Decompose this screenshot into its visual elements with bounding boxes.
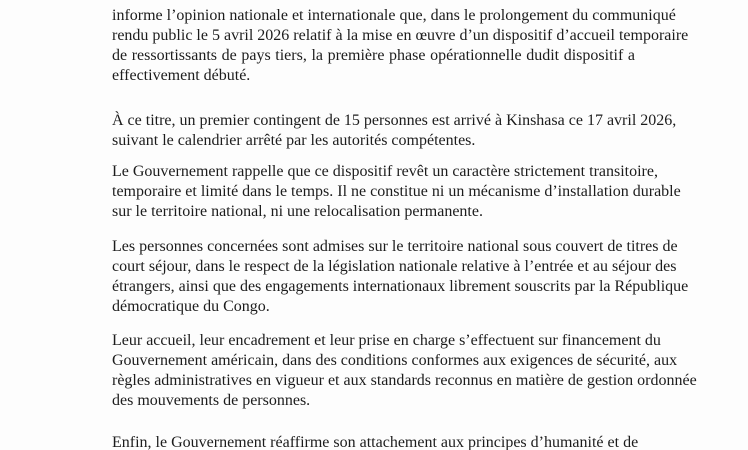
paragraph-line: de ressortissants de pays tiers, la première phase opérationnelle dudit dispositif a bbox=[112, 47, 635, 64]
paragraph-line: temporaire et limité dans le temps. Il ne constitue ni un mécanisme d’installation durable bbox=[112, 183, 681, 200]
paragraph-line: Les personnes concernées sont admises sur le territoire national sous couvert de titres de bbox=[112, 238, 678, 255]
paragraph-line: règles administratives en vigueur et aux standards reconnus en matière de gestion ordonnée bbox=[112, 372, 697, 389]
paragraph-line: étrangers, ainsi que des engagements internationaux librement souscrits par la République bbox=[112, 278, 689, 295]
paragraph-line: effectivement débuté. bbox=[112, 67, 251, 84]
paragraph-admission bbox=[112, 237, 689, 317]
paragraph-closing bbox=[112, 433, 639, 450]
paragraph-line: sur le territoire national, ni une relocalisation permanente. bbox=[112, 203, 483, 220]
paragraph-line: Leur accueil, leur encadrement et leur prise en charge s’effectuent sur financement du bbox=[112, 332, 661, 349]
paragraph-line: Gouvernement américain, dans des conditions conformes aux exigences de sécurité, aux bbox=[112, 352, 678, 369]
paragraph-line: démocratique du Congo. bbox=[112, 298, 270, 315]
paragraph-financing bbox=[112, 331, 697, 411]
paragraph-line: informe l’opinion nationale et internationale que, dans le prolongement du communiqué bbox=[112, 7, 676, 24]
paragraph-line: Enfin, le Gouvernement réaffirme son attachement aux principes d’humanité et de bbox=[112, 434, 639, 450]
paragraph-line: Le Gouvernement rappelle que ce dispositif revêt un caractère strictement transitoire, bbox=[112, 163, 658, 180]
paragraph-line: suivant le calendrier arrêté par les autorités compétentes. bbox=[112, 132, 476, 149]
paragraph-line: des mouvements de personnes. bbox=[112, 392, 311, 409]
paragraph-opening bbox=[112, 6, 689, 86]
paragraph-transitory bbox=[112, 162, 681, 222]
paragraph-arrival bbox=[112, 111, 677, 151]
paragraph-line: court séjour, dans le respect de la législation nationale relative à l’entrée et au séjour des bbox=[112, 258, 677, 275]
paragraph-line: rendu public le 5 avril 2026 relatif à la mise en œuvre d’un dispositif d’accueil temporaire bbox=[112, 27, 689, 44]
paragraph-line: À ce titre, un premier contingent de 15 personnes est arrivé à Kinshasa ce 17 avril 2026, bbox=[112, 112, 677, 129]
